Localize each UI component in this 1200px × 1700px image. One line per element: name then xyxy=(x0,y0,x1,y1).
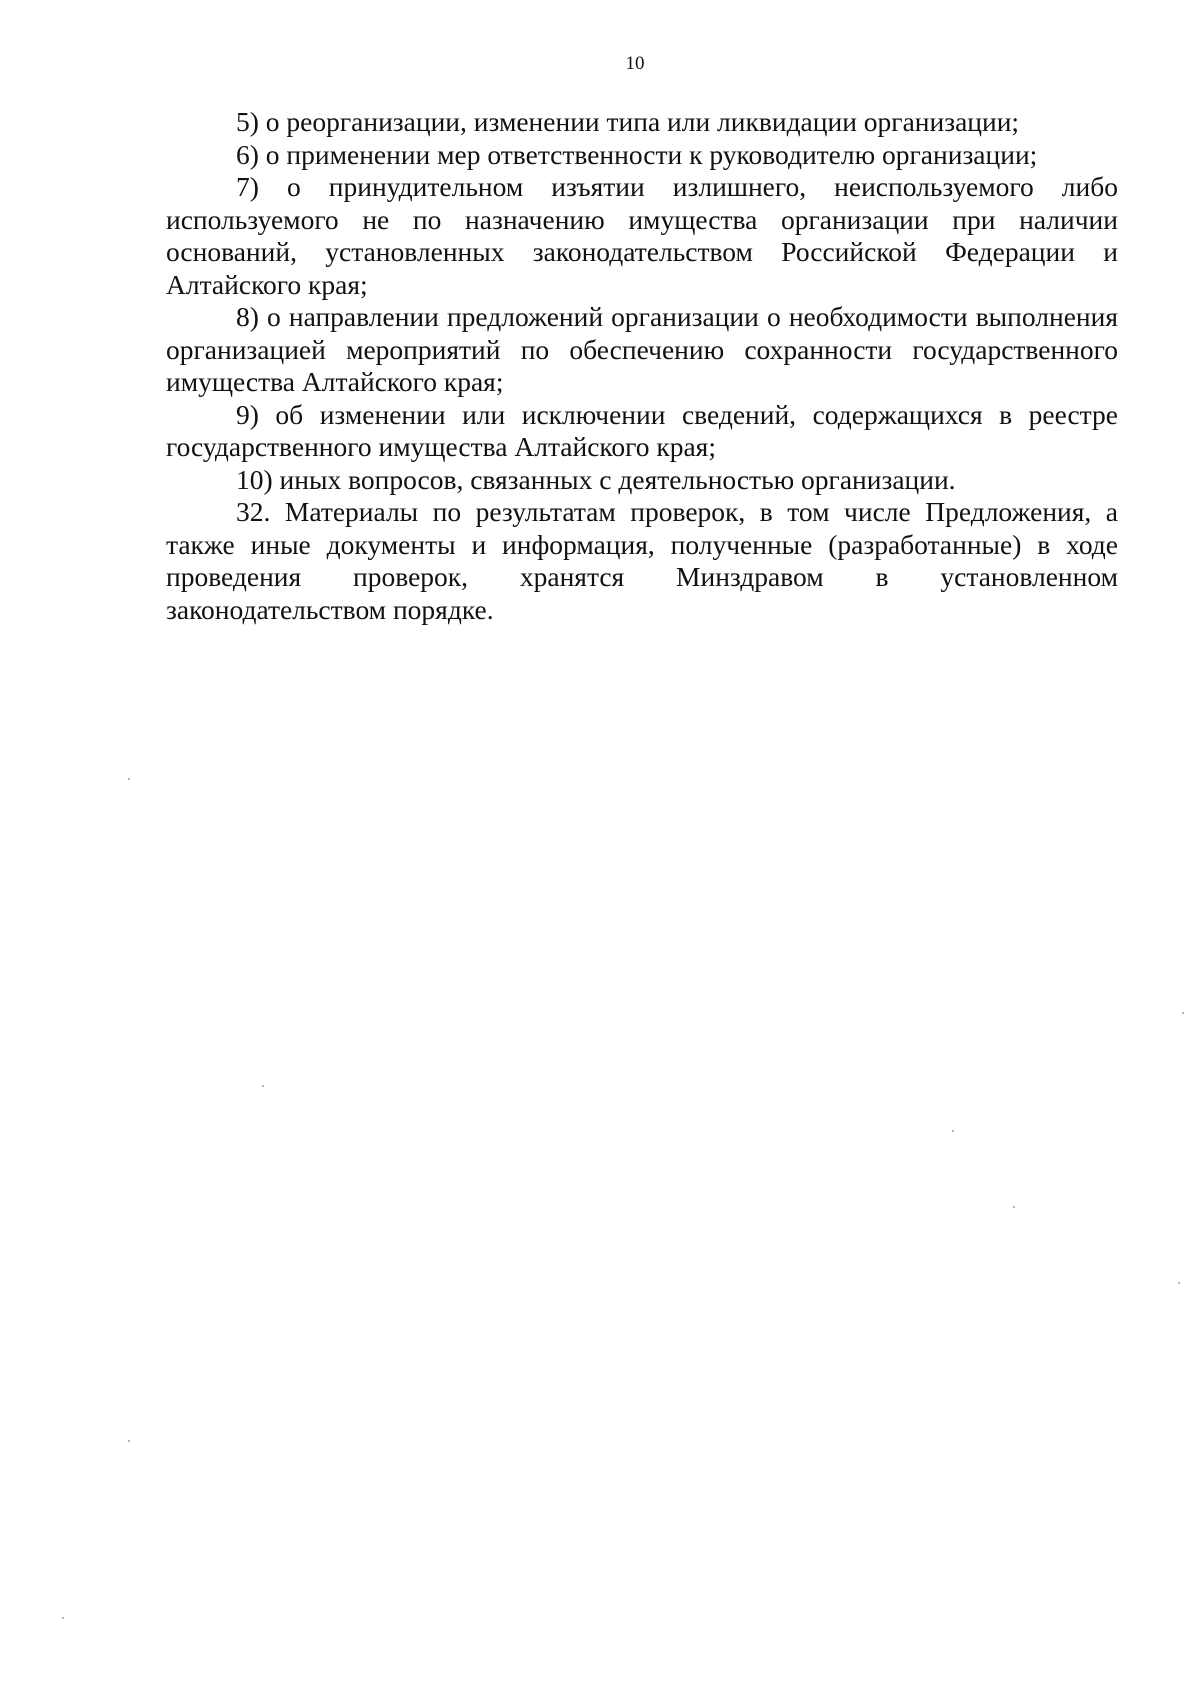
page-number: 10 xyxy=(625,53,645,74)
scan-speck xyxy=(128,778,130,780)
list-item-7: 7) о принудительном изъятии излишнего, неиспользуемого либо используемого не по назначению имущества организации при наличии оснований, установленных законодательством Российской Федерации и Алтайского края; xyxy=(166,171,1118,300)
scan-speck xyxy=(62,1617,64,1619)
document-body xyxy=(166,106,1118,626)
scan-speck xyxy=(1178,1282,1180,1284)
list-item-5: 5) о реорганизации, изменении типа или ликвидации организации; xyxy=(236,106,1020,137)
scan-speck xyxy=(262,1085,264,1087)
list-item-9: 9) об изменении или исключении сведений, содержащихся в реестре государственного имущества Алтайского края; xyxy=(166,398,1118,462)
scan-speck xyxy=(1182,1012,1184,1014)
list-item-6: 6) о применении мер ответственности к руководителю организации; xyxy=(236,138,1038,170)
clause-32: 32. Материалы по результатам проверок, в том числе Предложения, а также иные документы и информация, полученные (разработанные) в ходе проведения проверок, хранятся Минздравом в установленном законодательством порядке. xyxy=(166,496,1118,625)
scan-speck xyxy=(1013,1206,1015,1208)
scan-speck xyxy=(128,1440,130,1442)
list-item-10: 10) иных вопросов, связанных с деятельностью организации. xyxy=(236,463,956,495)
scan-speck xyxy=(952,1130,954,1132)
list-item-8: 8) о направлении предложений организации о необходимости выполнения организацией мероприятий по обеспечению сохранности государственного имущества Алтайского края; xyxy=(166,301,1118,397)
